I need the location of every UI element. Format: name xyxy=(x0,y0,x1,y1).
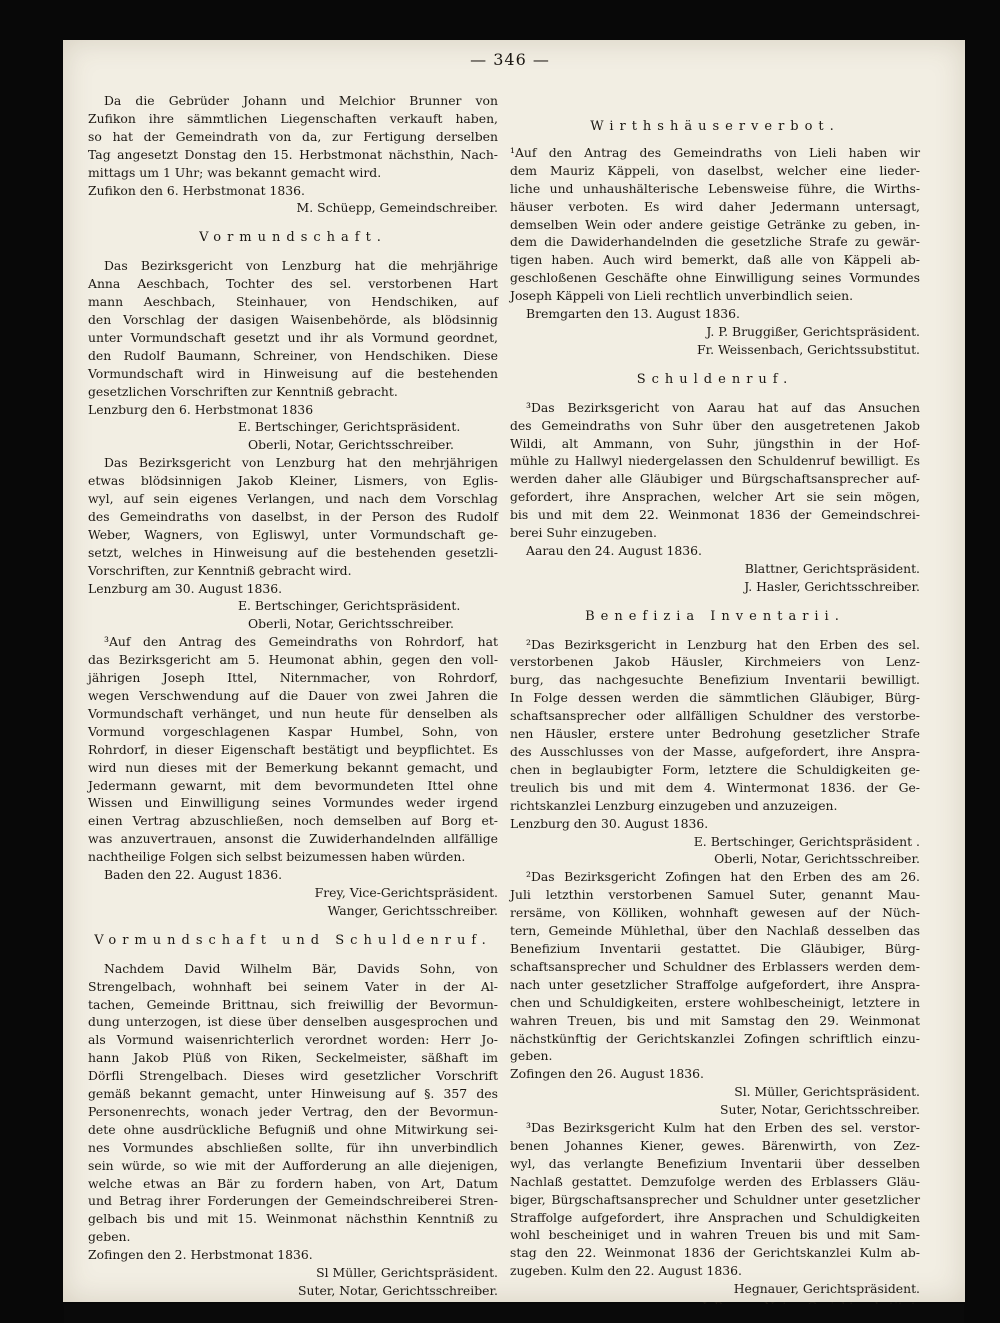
text-line: Nachdem David Wilhelm Bär, Davids Sohn, von xyxy=(104,960,498,976)
text-line: schaftsansprecher oder allfälligen Schuldner des verstorbe- xyxy=(510,708,920,724)
notice-kiener xyxy=(510,1119,920,1316)
text-line: mittags um 1 Uhr; was bekannt gemacht wird. xyxy=(88,164,382,180)
text-line: Strengelbach, wohnhaft bei seinem Vater in der Al- xyxy=(88,978,498,994)
notice-baer xyxy=(88,960,498,1300)
text-line: wyl, auf sein eigenes Verlangen, und nach dem Vorschlag xyxy=(88,491,498,507)
text-line: jährigen Joseph Ittel, Niternmacher, von Rohrdorf, xyxy=(88,670,498,686)
text-line: burg, das nachgesuchte Benefizium Inventarii bewilligt. xyxy=(510,672,920,688)
text-line: tern, Gemeinde Mühlethal, über den Nachlaß desselben das xyxy=(510,923,920,939)
text-line: dem die Dawiderhandelnden die gesetzliche Strafe zu gewär- xyxy=(510,234,920,250)
text-line: ¹Auf den Antrag des Gemeindraths von Lieli haben wir xyxy=(510,144,920,160)
text-line: ³Auf den Antrag des Gemeindraths von Rohrdorf, hat xyxy=(104,634,498,650)
text-line: liche und unhaushälterische Lebensweise führe, die Wirths- xyxy=(510,180,920,196)
text-line: benen Johannes Kiener, gewes. Bärenwirth, von Zez- xyxy=(510,1137,920,1153)
text-line: Tag angesetzt Donstag den 15. Herbstmonat nächsthin, Nach- xyxy=(88,146,498,162)
signature: Hegnauer, Gerichtspräsident. xyxy=(733,1281,920,1297)
text-line: rersäme, von Kölliken, wohnhaft gewesen auf der Nüch- xyxy=(510,905,920,921)
section-heading: Schuldenruf. xyxy=(636,371,794,387)
signature: Frey, Vice-Gerichtspräsident. xyxy=(314,884,498,900)
text-line: biger, Bürgschaftsansprecher und Schuldner unter gesetzlicher xyxy=(510,1191,920,1207)
text-line: unter Vormundschaft gesetzt und ihr als Vormund geordnet, xyxy=(88,329,498,345)
text-line: dete ohne ausdrückliche Befugniß und ohne Mitwirkung sei- xyxy=(88,1121,498,1137)
place-date: Lenzburg den 6. Herbstmonat 1836 xyxy=(88,401,314,417)
text-line: hann Jakob Plüß von Riken, Seckelmeister, säßhaft im xyxy=(88,1050,498,1066)
text-line: dung unterzogen, ist diese über denselben ausgesprochen und xyxy=(88,1014,498,1030)
signature: Suter, Notar, Gerichtsschreiber. xyxy=(298,1283,498,1298)
text-line: gesetzlichen Vorschriften zur Kenntniß gebracht. xyxy=(88,383,398,399)
text-line: In Folge dessen werden die sämmtlichen Gläubiger, Bürg- xyxy=(510,690,920,706)
notice-kleiner xyxy=(88,454,498,633)
section-heading: Vormundschaft und Schuldenruf. xyxy=(94,932,492,948)
text-line: Nachlaß gestattet. Demzufolge werden des Erblassers Gläu- xyxy=(510,1173,920,1189)
text-line: werden daher alle Gläubiger und Bürgschaftsansprecher auf- xyxy=(510,471,920,487)
notice-ittel xyxy=(88,633,498,920)
text-line: bis und mit dem 22. Weinmonat 1836 der Gemeindschrei- xyxy=(510,507,920,523)
text-line: demselben Wein oder andere geistige Getränke zu geben, in- xyxy=(510,216,920,232)
text-line: und Betrag ihrer Forderungen der Gemeindschreiberei Stren- xyxy=(88,1193,498,1209)
text-line: Da die Gebrüder Johann und Melchior Brunner von xyxy=(104,93,498,108)
text-line: Vorschriften, zur Kenntniß gebracht wird. xyxy=(88,562,352,578)
signature: Oberli, Notar, Gerichtsschreiber. xyxy=(248,437,454,453)
text-line: etwas blödsinnigen Jakob Kleiner, Lismers, von Eglis- xyxy=(88,473,498,489)
text-line: nächstkünftig der Gerichtskanzlei Zofingen schriftlich einzu- xyxy=(510,1030,920,1046)
text-line: wohl bescheiniget und in wahren Treuen bis und mit Sam- xyxy=(510,1227,920,1243)
place-date: Zufikon den 6. Herbstmonat 1836. xyxy=(88,182,305,198)
text-line: Vormundschaft wird in Hinweisung auf die bestehenden xyxy=(88,365,498,381)
text-line: Rohrdorf, in dieser Eigenschaft bestätigt und beypflichtet. Es xyxy=(88,741,498,757)
text-line: verstorbenen Jakob Häusler, Kirchmeiers von Lenz- xyxy=(510,654,920,670)
text-line: Zufikon ihre sämmtlichen Liegenschaften verkauft haben, xyxy=(88,110,498,126)
notice-kaeppeli xyxy=(510,144,920,359)
text-line: ³Das Bezirksgericht von Aarau hat auf das Ansuchen xyxy=(526,399,920,415)
signature: Sl Müller, Gerichtspräsident. xyxy=(316,1265,498,1281)
place-date: Lenzburg den 30. August 1836. xyxy=(510,815,709,831)
text-line: Juli letzthin verstorbenen Samuel Suter, genannt Mau- xyxy=(510,887,920,903)
text-line: wahren Treuen, bis und mit Samstag den 29. Weinmonat xyxy=(510,1012,920,1028)
text-line: tigen haben. Auch wird bemerkt, daß alle von Käppeli ab- xyxy=(510,252,920,268)
text-line: nachtheilige Folgen sich selbst beizumessen haben würden. xyxy=(88,849,466,865)
text-line: häuser verboten. Es wird daher Jedermann untersagt, xyxy=(510,198,920,214)
text-line: Jedermann gewarnt, mit dem bevormundeten Ittel ohne xyxy=(88,777,498,793)
text-line: sein würde, so wie mit der Aufforderung an alle diejenigen, xyxy=(88,1157,498,1173)
text-line: zugeben. Kulm den 22. August 1836. xyxy=(510,1263,742,1279)
text-line: Benefizium Inventarii gestattet. Die Gläubiger, Bürg- xyxy=(510,940,920,956)
text-line: Weber, Wagners, von Egliswyl, unter Vormundschaft ge- xyxy=(88,526,498,542)
place-date: Aarau den 24. August 1836. xyxy=(526,542,702,558)
text-line: des Gemeindraths von Suhr über den ausgetretenen Jakob xyxy=(510,417,920,433)
signature: Oberli, Notar, Gerichtsschreiber. xyxy=(714,851,920,867)
section-heading: Vormundschaft. xyxy=(199,230,387,246)
text-line: als Vormund waisenrichterlich verordnet worden: Herr Jo- xyxy=(88,1032,498,1048)
text-line: wyl, das verlangte Benefizium Inventarii über desselben xyxy=(510,1155,920,1171)
text-line: einen Vertrag abzuschließen, noch demselben auf Borg et- xyxy=(88,813,498,829)
text-line: des Ausschlusses von der Masse, aufgefordert, ihre Anspra- xyxy=(510,744,920,759)
place-date: Baden den 22. August 1836. xyxy=(104,867,283,883)
text-line: chen und Schuldigkeiten, erstere wohlbescheinigt, letztere in xyxy=(510,994,920,1010)
text-line: welche etwas an Bär zu fordern haben, von Art, Datum xyxy=(88,1175,498,1191)
text-line: was anzuvertrauen, ansonst die Zuwiderhandelnden allfällige xyxy=(88,831,498,847)
text-line: berei Suhr einzugeben. xyxy=(510,525,657,541)
place-date: Zofingen den 26. August 1836. xyxy=(510,1066,704,1082)
signature: M. Schüepp, Gemeindschreiber. xyxy=(296,200,498,216)
signature: J. Hasler, Gerichtsschreiber. xyxy=(744,578,920,594)
text-line: das Bezirksgericht am 5. Heumonat abhin, gegen den voll- xyxy=(88,652,498,668)
text-line: mann Aeschbach, Steinhauer, von Hendschiken, auf xyxy=(88,294,498,310)
text-line: gemäß bekannt gemacht, unter Hinweisung auf §. 357 des xyxy=(88,1086,498,1102)
notice-aeschbach xyxy=(88,257,498,454)
scan-border xyxy=(64,1304,964,1323)
text-line: Dörfli Strengelbach. Dieses wird gesetzlicher Vorschrift xyxy=(88,1068,498,1084)
text-line: wegen Verschwendung auf die Dauer von zwei Jahren die xyxy=(88,688,498,703)
place-date: Zofingen den 2. Herbstmonat 1836. xyxy=(88,1247,313,1263)
text-line: stag den 22. Weinmonat 1836 der Gerichtskanzlei Kulm ab- xyxy=(510,1245,920,1261)
place-date: Bremgarten den 13. August 1836. xyxy=(526,306,740,322)
text-line: so hat der Gemeindrath von da, zur Fertigung derselben xyxy=(88,128,498,144)
signature: Sl. Müller, Gerichtspräsident. xyxy=(734,1084,920,1100)
right-column xyxy=(510,118,920,1316)
text-line: nen Häusler, erstere unter Bedrohung gesetzlicher Strafe xyxy=(510,726,920,742)
signature: Oberli, Notar, Gerichtsschreiber. xyxy=(248,616,454,632)
section-heading: Wirthshäuserverbot. xyxy=(590,119,840,134)
notice-suter xyxy=(510,868,920,1119)
signature: E. Bertschinger, Gerichtspräsident . xyxy=(693,833,920,849)
place-date: Lenzburg am 30. August 1836. xyxy=(88,580,283,596)
signature: Wanger, Gerichtsschreiber. xyxy=(327,902,498,918)
text-line: geben. xyxy=(88,1229,131,1245)
text-line: geben. xyxy=(510,1048,553,1064)
text-line: Das Bezirksgericht von Lenzburg hat die mehrjährige xyxy=(104,258,498,274)
text-line: ²Das Bezirksgericht Zofingen hat den Erben des am 26. xyxy=(526,869,920,885)
text-line: des Gemeindraths von daselbst, in der Person des Rudolf xyxy=(88,508,498,524)
text-line: nes Vormundes abschließen sollte, für ihn unverbindlich xyxy=(88,1139,498,1155)
text-line: setzt, welches in Hinweisung auf die bestehenden gesetzli- xyxy=(88,544,498,560)
text-line: treulich bis und mit dem 4. Wintermonat 1836. der Ge- xyxy=(510,779,920,795)
text-line: Vormundschaft verhänget, und nun heute für denselben als xyxy=(88,705,498,721)
signature: J. P. Bruggißer, Gerichtspräsident. xyxy=(706,323,920,339)
text-line: gefordert, ihre Ansprachen, welcher Art sie sein mögen, xyxy=(510,489,920,505)
signature: E. Bertschinger, Gerichtspräsident. xyxy=(238,598,461,614)
text-line: schaftsansprecher und Schuldner des Erblassers werden dem- xyxy=(510,958,920,974)
section-heading: Benefizia Inventarii. xyxy=(585,608,845,624)
notice-zufikon xyxy=(88,92,498,217)
text-line: nach unter gesetzlicher Straffolge aufgefordert, ihre Anspra- xyxy=(510,976,920,992)
text-line: Straffolge aufgefordert, ihre Ansprachen und Schuldigkeiten xyxy=(510,1209,920,1225)
notice-wildi xyxy=(510,399,920,596)
text-line: tachen, Gemeinde Brittnau, sich freiwillig der Bevormun- xyxy=(88,996,498,1012)
notice-haeusler xyxy=(510,636,920,869)
text-line: den Vorschlag der dasigen Waisenbehörde, als blödsinnig xyxy=(88,311,498,327)
text-line: richtskanzlei Lenzburg einzugeben und anzuzeigen. xyxy=(510,797,838,813)
text-line: ³Das Bezirksgericht Kulm hat den Erben des sel. verstor- xyxy=(526,1120,920,1136)
text-line: mühle zu Hallwyl niedergelassen den Schuldenruf bewilligt. Es xyxy=(510,453,920,469)
text-line: chen in beglaubigter Form, letztere die Schuldigkeiten ge- xyxy=(510,761,920,777)
text-line: Vormund vorgeschlagenen Kaspar Humbel, Sohn, von xyxy=(88,723,498,739)
text-line: Joseph Käppeli von Lieli rechtlich unverbindlich seien. xyxy=(510,288,854,304)
left-column xyxy=(88,92,498,1300)
signature: E. Bertschinger, Gerichtspräsident. xyxy=(238,419,461,435)
text-line: dem Mauriz Käppeli, von daselbst, welcher eine lieder- xyxy=(510,162,920,178)
text-line: den Rudolf Baumann, Schreiner, von Hendschiken. Diese xyxy=(88,347,498,363)
text-line: gelbach bis und mit 15. Weinmonat nächsthin Kenntniß zu xyxy=(88,1211,498,1227)
text-line: ²Das Bezirksgericht in Lenzburg hat den Erben des sel. xyxy=(526,636,920,652)
page-number: — 346 — xyxy=(470,50,550,69)
text-line: Wildi, alt Ammann, von Suhr, jüngsthin in der Hof- xyxy=(510,435,920,451)
signature: Blattner, Gerichtspräsident. xyxy=(744,560,920,576)
text-line: geschloßenen Geschäfte ohne Einwilligung seines Vormundes xyxy=(510,270,920,286)
text-line: Anna Aeschbach, Tochter des sel. verstorbenen Hart xyxy=(88,276,498,292)
text-line: Wissen und Einwilligung seines Vormundes weder irgend xyxy=(88,795,498,811)
signature: Suter, Notar, Gerichtsschreiber. xyxy=(720,1102,920,1118)
text-line: Das Bezirksgericht von Lenzburg hat den mehrjährigen xyxy=(104,455,498,471)
signature: Fr. Weissenbach, Gerichtssubstitut. xyxy=(696,341,920,357)
text-line: Personenrechts, wonach jeder Vertrag, den der Bevormun- xyxy=(88,1103,498,1119)
text-line: wird nun dieses mit der Bemerkung bekannt gemacht, und xyxy=(88,759,498,775)
